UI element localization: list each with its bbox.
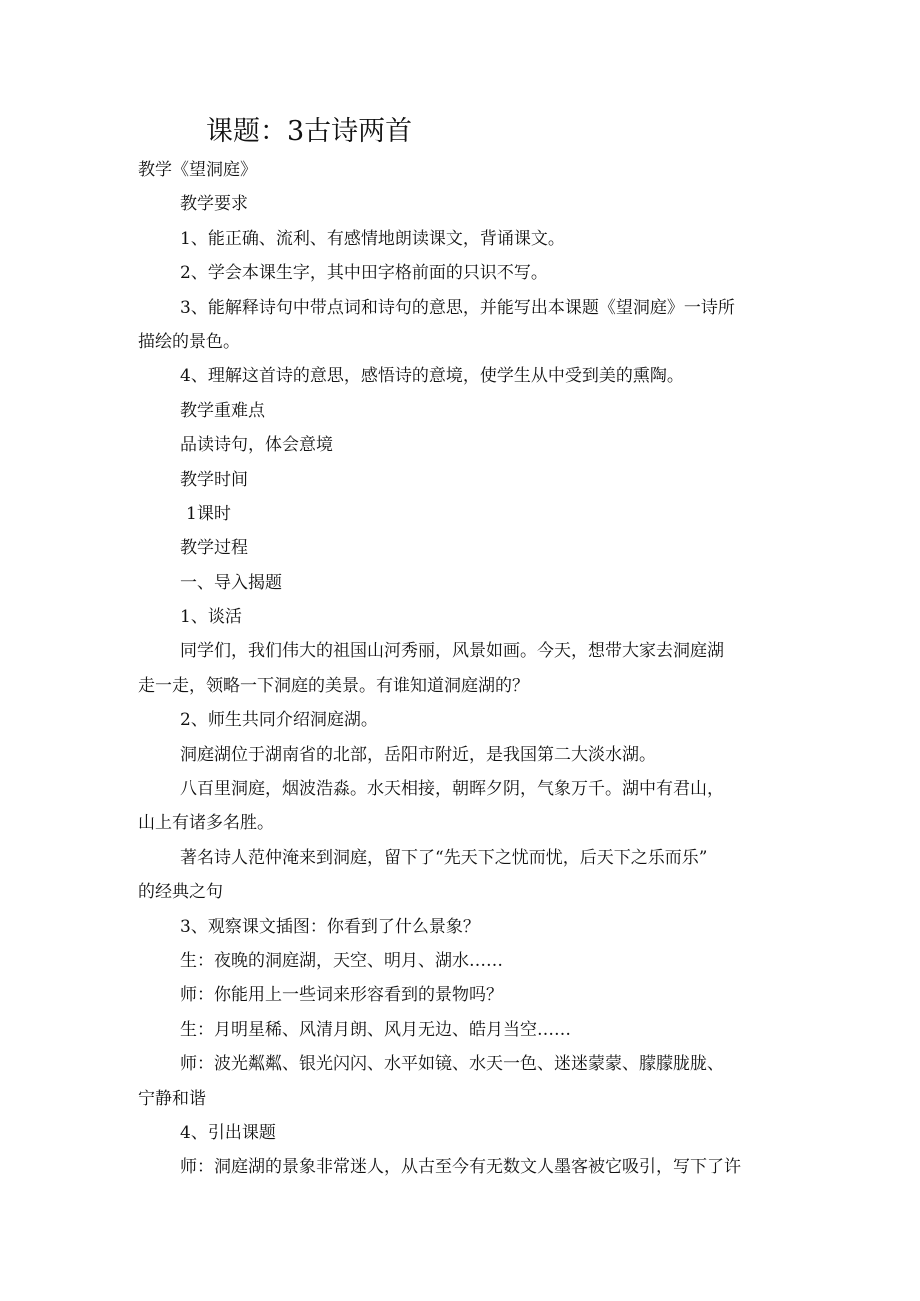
text-line: 洞庭湖位于湖南省的北部，岳阳市附近，是我国第二大淡水湖。: [180, 744, 656, 765]
text-line: 3、观察课文插图：你看到了什么景象？: [180, 916, 480, 937]
text-line: 师：洞庭湖的景象非常迷人，从古至今有无数文人墨客被它吸引，写下了许: [180, 1157, 741, 1178]
text-line: 师：波光粼粼、银光闪闪、水平如镜、水天一色、迷迷蒙蒙、朦朦胧胧、: [180, 1054, 724, 1075]
text-line: 走一走，领略一下洞庭的美景。有谁知道洞庭湖的？: [138, 675, 529, 696]
text-line: 4、理解这首诗的意思，感悟诗的意境，使学生从中受到美的熏陶。: [180, 366, 684, 387]
text-line: 1、能正确、流利、有感情地朗读课文，背诵课文。: [180, 228, 565, 249]
text-line: 山上有诸多名胜。: [138, 813, 274, 834]
text-line: 品读诗句，体会意境: [180, 435, 333, 456]
text-line: 4、引出课题: [180, 1122, 276, 1143]
text-line: 著名诗人范仲淹来到洞庭，留下了“先天下之忧而忧，后天下之乐而乐”: [180, 847, 708, 868]
text-line: 的经典之句: [138, 882, 223, 903]
text-line: 生：月明星稀、风清月朗、风月无边、皓月当空……: [180, 1019, 571, 1040]
document-body: [138, 153, 788, 1185]
text-line: 教学重难点: [180, 400, 265, 421]
text-line: 2、师生共同介绍洞庭湖。: [180, 710, 378, 731]
text-line: 描绘的景色。: [138, 331, 240, 352]
text-line: 同学们，我们伟大的祖国山河秀丽，风景如画。今天，想带大家去洞庭湖: [180, 641, 724, 662]
text-line: 教学《望洞庭》: [138, 160, 257, 180]
text-line: 教学过程: [180, 538, 248, 559]
text-line: 1课时: [186, 503, 231, 524]
text-line: 师：你能用上一些词来形容看到的景物吗？: [180, 985, 503, 1006]
text-line: 教学要求: [180, 194, 248, 215]
lesson-title: 课题：3古诗两首: [206, 116, 413, 147]
text-line: 1、谈活: [180, 607, 242, 628]
text-line: 2、学会本课生字，其中田字格前面的只识不写。: [180, 263, 548, 284]
text-line: 八百里洞庭，烟波浩淼。水天相接，朝晖夕阴，气象万千。湖中有君山，: [180, 779, 724, 800]
text-line: 宁静和谐: [138, 1088, 206, 1109]
text-line: 一、导入揭题: [180, 572, 282, 593]
text-line: 教学时间: [180, 469, 248, 490]
text-line: 生：夜晚的洞庭湖，天空、明月、湖水……: [180, 950, 503, 971]
text-line: 3、能解释诗句中带点词和诗句的意思，并能写出本课题《望洞庭》一诗所: [180, 297, 735, 318]
